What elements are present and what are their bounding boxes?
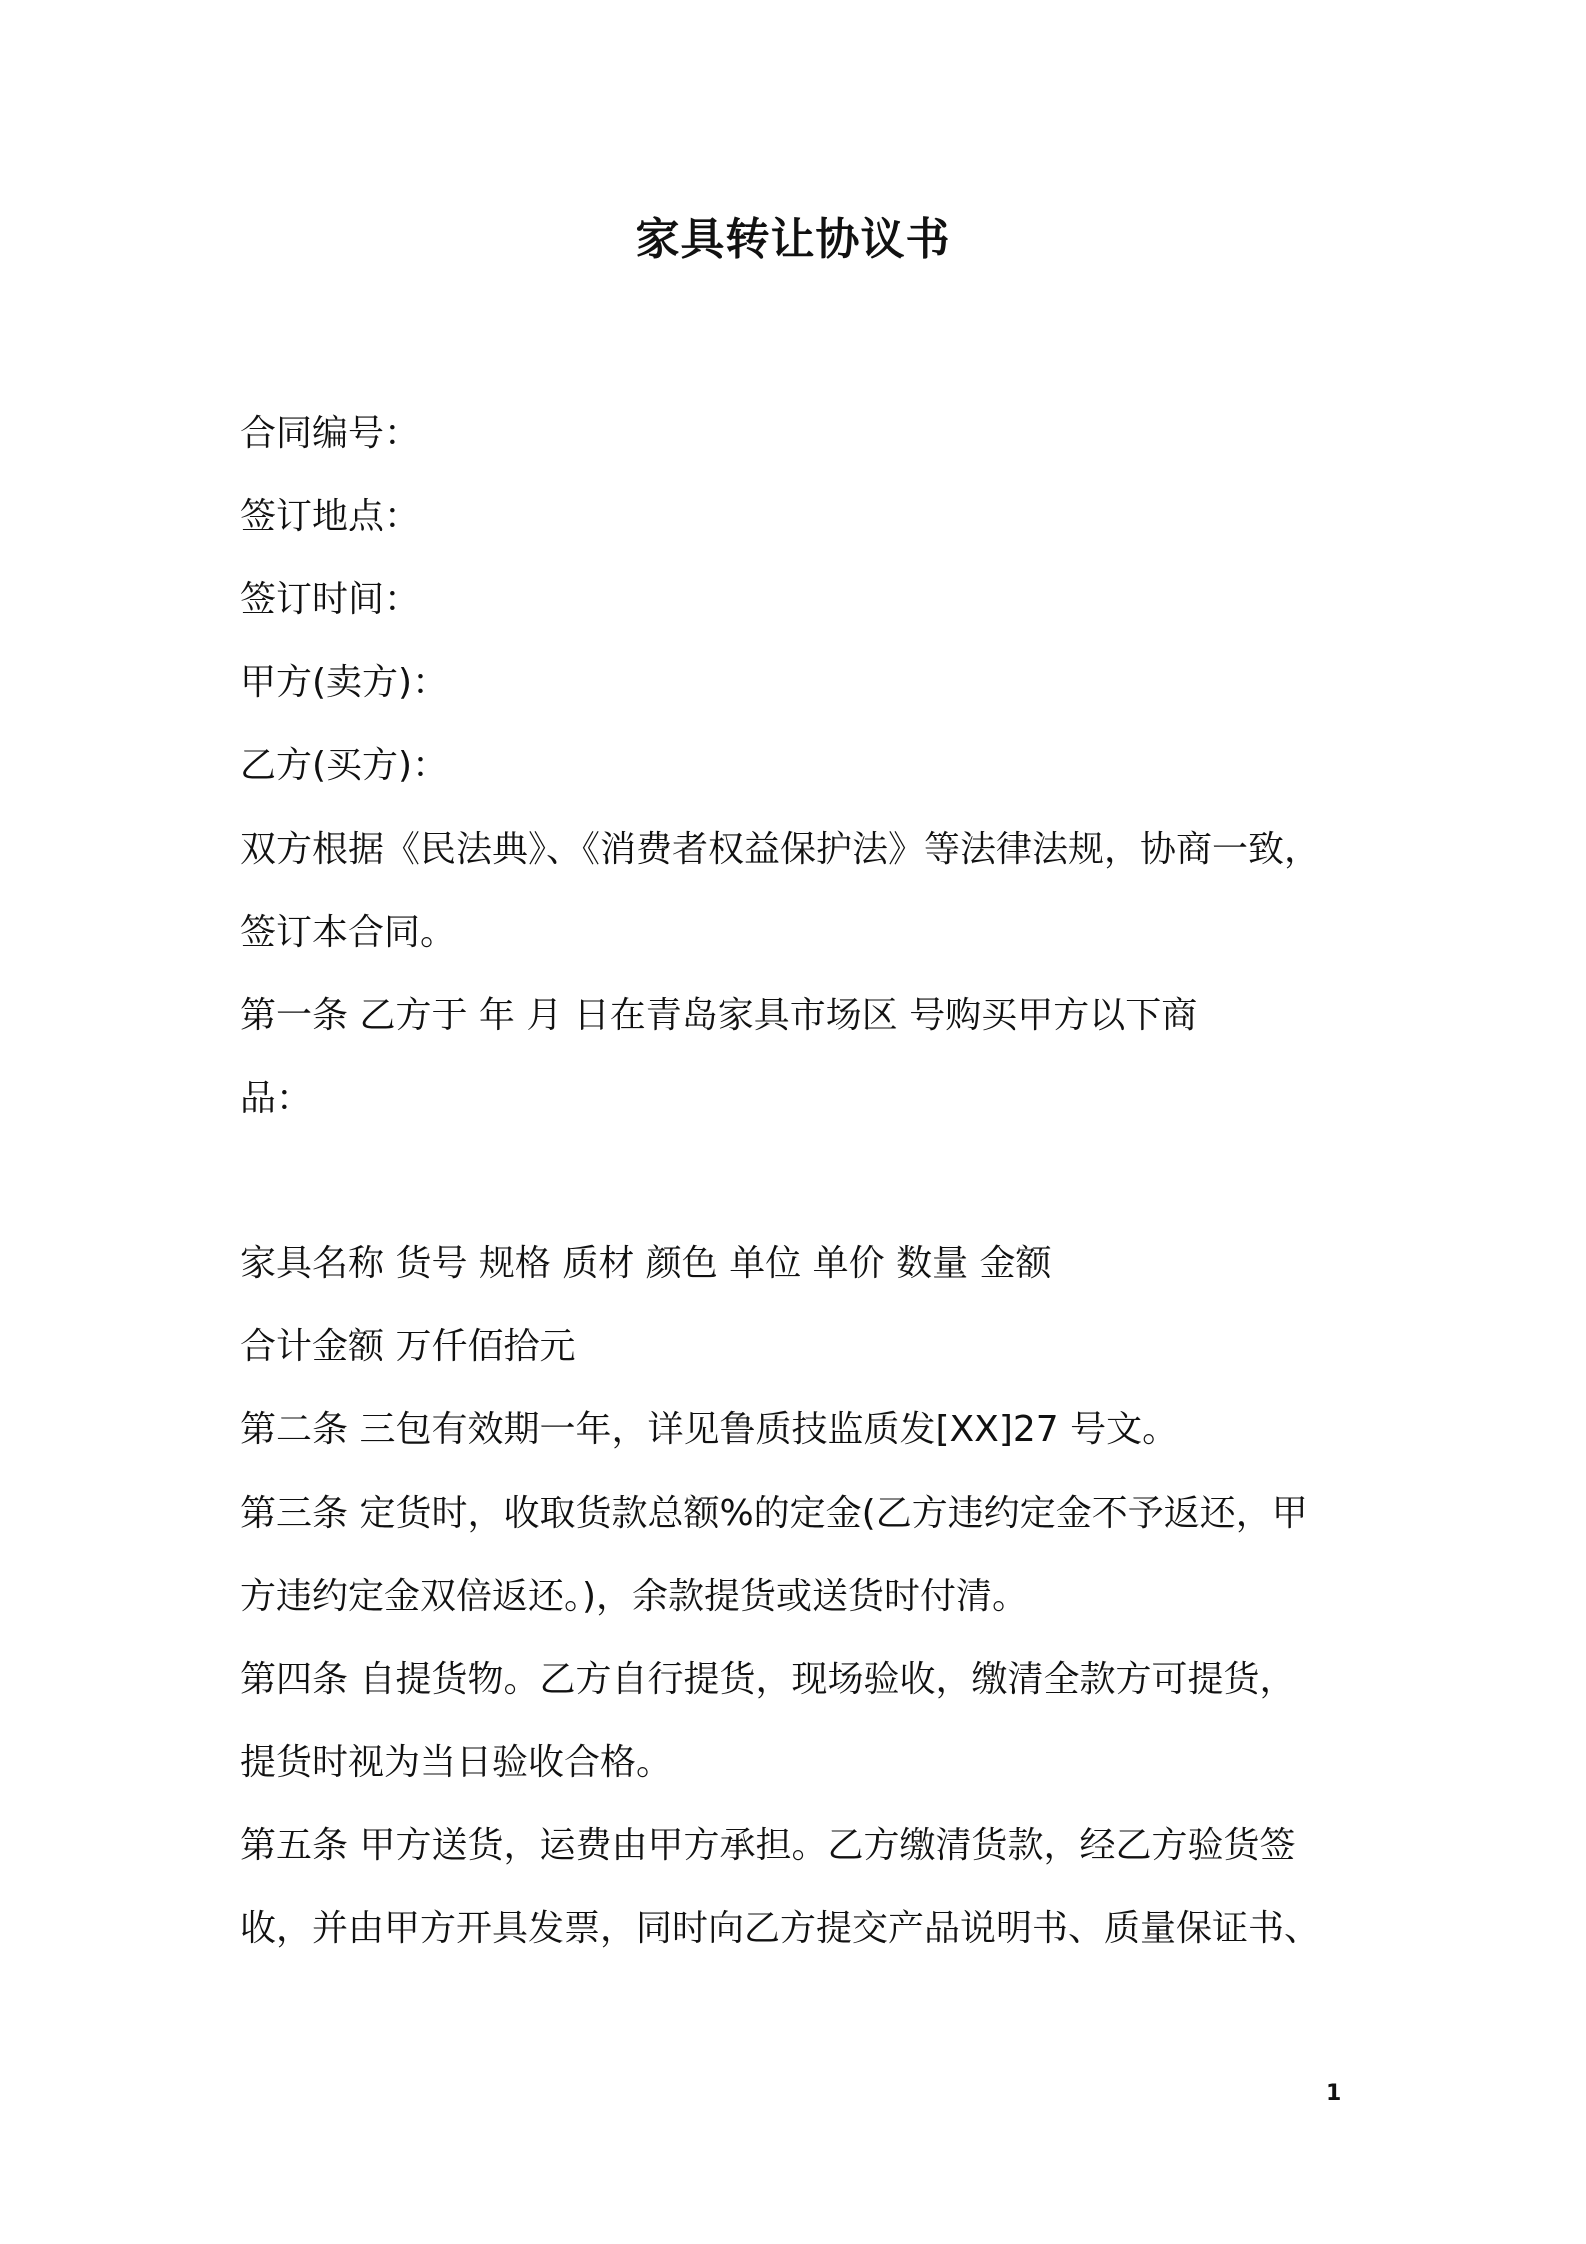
contract-number-line: 合同编号：: [240, 413, 421, 454]
agreement-basis-line-1: 双方根据《民法典》、《消费者权益保护法》等法律法规，协商一致，: [240, 829, 1321, 870]
signing-place-line: 签订地点：: [240, 496, 421, 537]
article-4-line-2: 提货时视为当日验收合格。: [240, 1742, 673, 1783]
article-5-line-2: 收，并由甲方开具发票，同时向乙方提交产品说明书、质量保证书、: [240, 1908, 1321, 1949]
furniture-table-header: 家具名称 货号 规格 质材 颜色 单位 单价 数量 金额: [240, 1243, 1052, 1284]
article-3-line-1: 第三条 定货时，收取货款总额%的定金(乙方违约定金不予返还，甲: [240, 1493, 1308, 1534]
article-5-line-1: 第五条 甲方送货，运费由甲方承担。乙方缴清货款，经乙方验货签: [240, 1825, 1296, 1866]
page-number: 1: [1326, 2081, 1342, 2106]
article-1-line-2: 品：: [240, 1078, 313, 1119]
document-title: 家具转让协议书: [635, 214, 951, 265]
party-b-line: 乙方(买方)：: [240, 745, 449, 786]
article-3-line-2: 方违约定金双倍返还。)，余款提货或送货时付清。: [240, 1576, 1029, 1617]
total-amount-line: 合计金额 万仟佰拾元: [240, 1326, 576, 1367]
article-1-line-1: 第一条 乙方于 年 月 日在青岛家具市场区 号购买甲方以下商: [240, 995, 1198, 1036]
party-a-line: 甲方(卖方)：: [240, 662, 449, 703]
agreement-basis-line-2: 签订本合同。: [240, 912, 457, 953]
article-4-line-1: 第四条 自提货物。乙方自行提货，现场验收，缴清全款方可提货，: [240, 1659, 1296, 1700]
article-2-line: 第二条 三包有效期一年，详见鲁质技监质发[XX]27 号文。: [240, 1409, 1179, 1450]
signing-time-line: 签订时间：: [240, 579, 421, 620]
